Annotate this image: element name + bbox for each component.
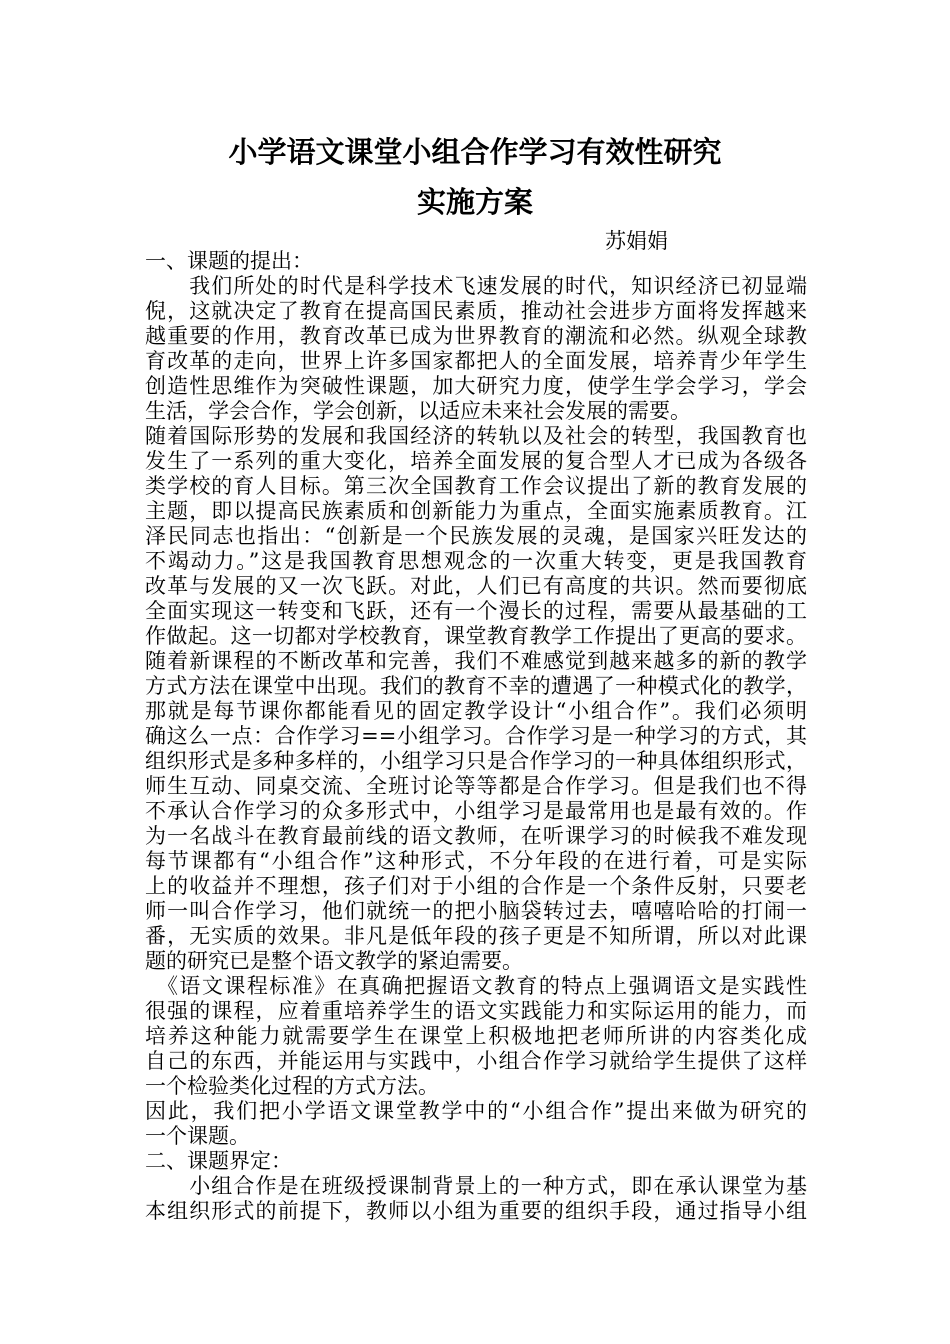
text-line: 上的收益并不理想，孩子们对于小组的合作是一个条件反射，只要老	[145, 874, 807, 898]
text-line: 不竭动力。”这是我国教育思想观念的一次重大转变，更是我国教育	[145, 549, 807, 573]
text-line: 作做起。这一切都对学校教育，课堂教育教学工作提出了更高的要求。	[145, 624, 807, 648]
text-line: 自己的东西，并能运用与实践中，小组合作学习就给学生提供了这样	[145, 1049, 807, 1073]
text-line: 《语文课程标准》在真确把握语文教育的特点上强调语文是实践性	[145, 974, 807, 998]
document-subtitle: 实施方案	[416, 185, 533, 219]
text-line: 主题，即以提高民族素质和创新能力为重点，全面实施素质教育。江	[145, 499, 807, 523]
section-heading: 二、课题界定：	[145, 1149, 292, 1173]
text-line: 创造性思维作为突破性课题，加大研究力度，使学生学会学习，学会	[145, 374, 807, 398]
text-line: 类学校的育人目标。第三次全国教育工作会议提出了新的教育发展的	[145, 474, 807, 498]
text-line: 一个检验类化过程的方式方法。	[145, 1074, 439, 1098]
text-line: 倪，这就决定了教育在提高国民素质，推动社会进步方面将发挥越来	[145, 299, 807, 323]
document-title: 小学语文课堂小组合作学习有效性研究	[228, 135, 722, 169]
text-line: 育改革的走向，世界上许多国家都把人的全面发展，培养青少年学生	[145, 349, 807, 373]
text-line: 越重要的作用，教育改革已成为世界教育的潮流和必然。纵观全球教	[145, 324, 807, 348]
text-line: 番，无实质的效果。非凡是低年段的孩子更是不知所谓，所以对此课	[145, 924, 807, 948]
text-line: 泽民同志也指出：“创新是一个民族发展的灵魂，是国家兴旺发达的	[145, 524, 807, 548]
text-line: 生活，学会合作，学会创新，以适应未来社会发展的需要。	[145, 399, 691, 423]
text-line: 确这么一点：合作学习==小组学习。合作学习是一种学习的方式，其	[145, 724, 807, 748]
text-line: 本组织形式的前提下，教师以小组为重要的组织手段，通过指导小组	[145, 1199, 807, 1223]
text-line: 不承认合作学习的众多形式中，小组学习是最常用也是最有效的。作	[145, 799, 807, 823]
author-name: 苏娟娟	[605, 229, 668, 253]
text-line: 方式方法在课堂中出现。我们的教育不幸的遭遇了一种模式化的教学，	[145, 674, 807, 698]
text-line: 一个课题。	[145, 1124, 250, 1148]
text-line: 组织形式是多种多样的，小组学习只是合作学习的一种具体组织形式，	[145, 749, 807, 773]
text-line: 因此，我们把小学语文课堂教学中的“小组合作”提出来做为研究的	[145, 1099, 807, 1123]
text-line: 改革与发展的又一次飞跃。对此，人们已有高度的共识。然而要彻底	[145, 574, 807, 598]
text-line: 全面实现这一转变和飞跃，还有一个漫长的过程，需要从最基础的工	[145, 599, 807, 623]
text-line: 题的研究已是整个语文教学的紧迫需要。	[145, 949, 523, 973]
text-line: 随着国际形势的发展和我国经济的转轨以及社会的转型，我国教育也	[145, 424, 807, 448]
text-line: 随着新课程的不断改革和完善，我们不难感觉到越来越多的新的教学	[145, 649, 807, 673]
text-line: 为一名战斗在教育最前线的语文教师，在听课学习的时候我不难发现	[145, 824, 807, 848]
text-line: 那就是每节课你都能看见的固定教学设计“小组合作”。我们必须明	[145, 699, 807, 723]
text-line: 发生了一系列的重大变化，培养全面发展的复合型人才已成为各级各	[145, 449, 807, 473]
section-heading: 一、课题的提出：	[145, 249, 313, 273]
text-line: 每节课都有“小组合作”这种形式，不分年段的在进行着，可是实际	[145, 849, 807, 873]
text-line: 师生互动、同桌交流、全班讨论等等都是合作学习。但是我们也不得	[145, 774, 807, 798]
text-line: 培养这种能力就需要学生在课堂上积极地把老师所讲的内容类化成	[145, 1024, 807, 1048]
text-line: 我们所处的时代是科学技术飞速发展的时代，知识经济已初显端	[145, 274, 807, 298]
text-line: 小组合作是在班级授课制背景上的一种方式，即在承认课堂为基	[145, 1174, 807, 1198]
text-line: 师一叫合作学习，他们就统一的把小脑袋转过去，嘻嘻哈哈的打闹一	[145, 899, 807, 923]
text-line: 很强的课程，应着重培养学生的语文实践能力和实际运用的能力，而	[145, 999, 807, 1023]
